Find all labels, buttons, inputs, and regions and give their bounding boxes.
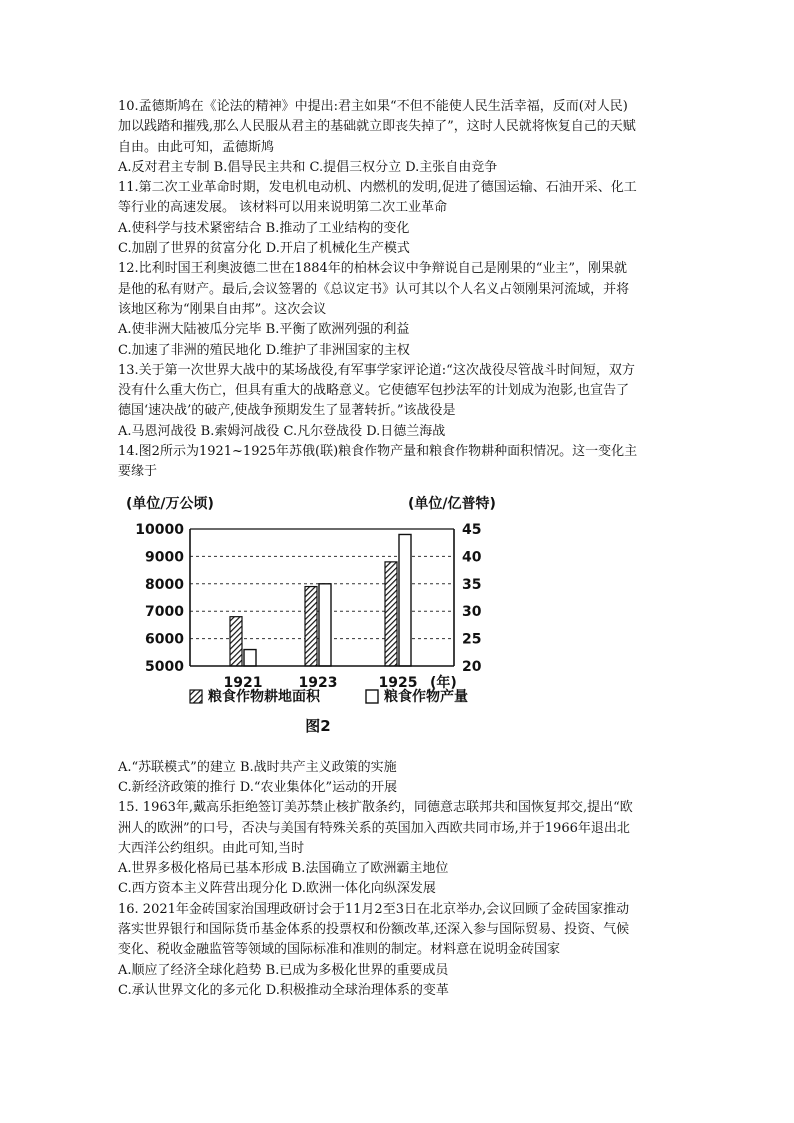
x-tick-label: 1923: [298, 674, 338, 691]
question-text: 15. 1963年,戴高乐拒绝签订美苏禁止核扩散条约，同德意志联邦共和国恢复邦交,提出“欧: [118, 800, 633, 816]
question-text: 12.比利时国王利奥波德二世在1884年的柏林会议中争辩说自己是刚果的“业主”，刚果就: [118, 261, 628, 277]
question-15: [118, 798, 688, 899]
answer-options: A.顺应了经济全球化趋势 B.已成为多极化世界的重要成员: [118, 962, 449, 978]
right-tick-label: 20: [462, 658, 482, 675]
x-axis-unit-label: (年): [430, 674, 457, 691]
question-text: 10.孟德斯鸠在《论法的精神》中提出:君主如果“不但不能使人民生活幸福，反而(对人民): [118, 99, 628, 114]
question-text: 变化、税收金融监管等领域的国际标准和准则的制定。材料意在说明金砖国家: [118, 942, 561, 958]
question-text: 加以践踏和摧残,那么人民服从君主的基础就立即丧失掉了”，这时人民就将恢复自己的天赋: [118, 119, 636, 135]
left-axis-unit-label: (单位/万公顷): [126, 495, 214, 512]
bar-output-1923: [319, 583, 331, 665]
question-text: 14.图2所示为1921~1925年苏俄(联)粮食作物产量和粮食作物耕种面积情况。这一变化主: [118, 444, 638, 460]
answer-options: C.新经济政策的推行 D.“农业集体化”运动的开展: [118, 779, 398, 795]
question-16: [118, 900, 688, 1001]
left-tick-label: 8000: [145, 576, 184, 593]
answer-options: C.西方资本主义阵营出现分化 D.欧洲一体化向纵深发展: [118, 881, 436, 897]
legend-swatch-output: [366, 690, 378, 703]
question-text: 13.关于第一次世界大战中的某场战役,有军事学家评论道:“这次战役尽管战斗时间短，双方: [118, 362, 635, 378]
question-text: 洲人的欧洲”的口号，否决与美国有特殊关系的英国加入西欧共同市场,并于1966年退出北: [118, 820, 630, 836]
left-tick-label: 9000: [145, 549, 184, 566]
question-text: 落实世界银行和国际货币基金体系的投票权和份额改革,还深入参与国际贸易、投资、气候: [118, 922, 630, 938]
legend-swatch-area: [190, 690, 202, 703]
figure-caption: 图2: [305, 716, 331, 735]
exam-page: [118, 97, 688, 1001]
figure-2-chart: [118, 489, 688, 754]
question-text: 是他的私有财产。最后,会议签署的《总议定书》认可其以个人名义占领刚果河流域，并将: [118, 281, 630, 297]
answer-options: C.加剧了世界的贫富分化 D.开启了机械化生产模式: [118, 241, 410, 257]
question-text: 自由。由此可知，孟德斯鸠: [118, 139, 275, 155]
right-tick-label: 30: [462, 603, 482, 620]
legend-label-area: 粮食作物耕地面积: [208, 688, 320, 705]
bar-area-1921: [230, 616, 242, 665]
question-text: 等行业的高速发展。 该材料可以用来说明第二次工业革命: [118, 200, 448, 216]
left-tick-label: 6000: [145, 631, 184, 648]
question-13: [118, 361, 688, 442]
answer-options: C.加速了非洲的殖民地化 D.维护了非洲国家的主权: [118, 342, 410, 358]
left-tick-label: 10000: [135, 521, 184, 538]
answer-options: A.世界多极化格局已基本形成 B.法国确立了欧洲霸主地位: [118, 861, 449, 877]
bar-area-1923: [305, 586, 317, 665]
question-text: 11.第二次工业革命时期，发电机电动机、内燃机的发明,促进了德国运输、石油开采、化工: [118, 180, 637, 196]
left-tick-label: 5000: [145, 658, 184, 675]
bar-output-1925: [399, 534, 411, 666]
answer-options: A.“苏联模式”的建立 B.战时共产主义政策的实施: [118, 759, 397, 775]
bar-chart-svg: [118, 489, 538, 754]
left-tick-label: 7000: [145, 603, 184, 620]
question-12: [118, 259, 688, 360]
answer-options: A.反对君主专制 B.倡导民主共和 C.提倡三权分立 D.主张自由竞争: [118, 159, 498, 175]
question-14: [118, 442, 688, 798]
right-axis-unit-label: (单位/亿普特): [408, 495, 496, 512]
legend-label-output: 粮食作物产量: [384, 688, 468, 705]
question-text: 没有什么重大伤亡，但具有重大的战略意义。它使德军包抄法军的计划成为泡影,也宣告了: [118, 383, 630, 399]
answer-options: A.使科学与技术紧密结合 B.推动了工业结构的变化: [118, 220, 410, 236]
answer-options: A.马恩河战役 B.索姆河战役 C.凡尔登战役 D.日德兰海战: [118, 423, 446, 439]
bar-output-1921: [244, 649, 256, 665]
question-text: 要缘于: [118, 464, 158, 480]
question-text: 该地区称为“刚果自由邦”。这次会议: [118, 301, 327, 317]
answer-options: C.承认世界文化的多元化 D.积极推动全球治理体系的变革: [118, 982, 449, 998]
right-tick-label: 45: [462, 521, 482, 538]
right-tick-label: 35: [462, 576, 482, 593]
question-text: 大西洋公约组织。由此可知,当时: [118, 840, 305, 856]
question-text: 德国‘速决战’的破产,使战争预期发生了显著转折。”该战役是: [118, 403, 456, 419]
question-11: [118, 178, 688, 259]
right-tick-label: 40: [462, 549, 482, 566]
right-tick-label: 25: [462, 631, 482, 648]
question-text: 16. 2021年金砖国家治国理政研讨会于11月2至3日在北京举办,会议回顾了金砖国家推动: [118, 901, 630, 917]
answer-options: A.使非洲大陆被瓜分完毕 B.平衡了欧洲列强的利益: [118, 322, 410, 338]
x-tick-label: 1925: [378, 674, 418, 691]
question-10: [118, 97, 688, 178]
x-tick-label: 1921: [223, 674, 263, 691]
bar-area-1925: [385, 562, 397, 666]
